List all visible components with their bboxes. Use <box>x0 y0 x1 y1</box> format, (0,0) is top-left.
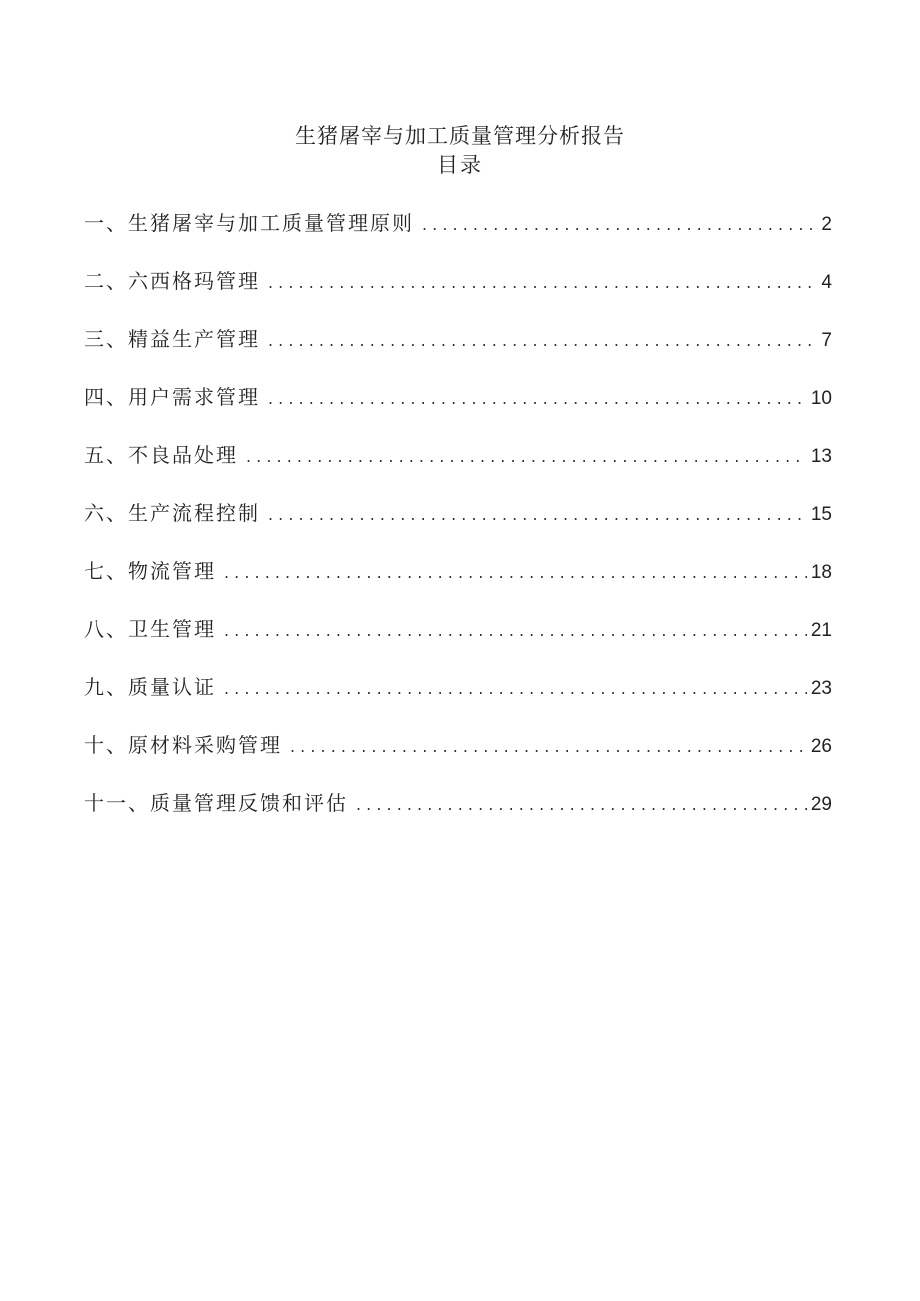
dot-leader <box>268 324 817 358</box>
toc-entry-page-number: 18 <box>810 562 832 583</box>
toc-entry-page-number: 4 <box>821 272 832 293</box>
toc-entry-5[interactable] <box>84 438 832 496</box>
toc-entry-4[interactable] <box>84 380 832 438</box>
dot-leader <box>268 382 807 416</box>
dot-leader <box>422 208 817 242</box>
toc-entry-page-number: 7 <box>821 330 832 351</box>
toc-entry-page-number: 29 <box>810 794 832 815</box>
dot-leader <box>268 498 807 532</box>
toc-entry-7[interactable] <box>84 554 832 612</box>
toc-entry-label: 四、用户需求管理 <box>84 385 260 409</box>
toc-entry-label: 六、生产流程控制 <box>84 501 260 525</box>
toc-entry-page-number: 26 <box>810 736 832 757</box>
toc-entry-label: 八、卫生管理 <box>84 617 216 641</box>
toc-entry-page-number: 10 <box>810 388 832 409</box>
toc-entry-page-number: 21 <box>810 620 832 641</box>
toc-entry-10[interactable] <box>84 728 832 786</box>
toc-entry-9[interactable] <box>84 670 832 728</box>
toc-heading: 目录 <box>437 153 483 177</box>
dot-leader <box>268 266 817 300</box>
dot-leader <box>224 672 807 706</box>
toc-entry-label: 一、生猪屠宰与加工质量管理原则 <box>84 211 414 235</box>
toc-entry-6[interactable] <box>84 496 832 554</box>
dot-leader <box>356 788 807 822</box>
table-of-contents <box>84 206 832 844</box>
document-title: 生猪屠宰与加工质量管理分析报告 <box>295 124 625 148</box>
toc-entry-page-number: 15 <box>810 504 832 525</box>
dot-leader <box>224 556 807 590</box>
toc-entry-3[interactable] <box>84 322 832 380</box>
dot-leader <box>246 440 807 474</box>
toc-entry-11[interactable] <box>84 786 832 844</box>
toc-entry-page-number: 23 <box>810 678 832 699</box>
toc-entry-label: 九、质量认证 <box>84 675 216 699</box>
toc-entry-1[interactable] <box>84 206 832 264</box>
toc-entry-page-number: 13 <box>810 446 832 467</box>
toc-entry-label: 五、不良品处理 <box>84 443 238 467</box>
dot-leader <box>224 614 807 648</box>
toc-entry-label: 十、原材料采购管理 <box>84 733 282 757</box>
toc-entry-label: 十一、质量管理反馈和评估 <box>84 791 348 815</box>
toc-entry-label: 二、六西格玛管理 <box>84 269 260 293</box>
toc-entry-8[interactable] <box>84 612 832 670</box>
toc-entry-label: 七、物流管理 <box>84 559 216 583</box>
toc-entry-2[interactable] <box>84 264 832 322</box>
toc-entry-label: 三、精益生产管理 <box>84 327 260 351</box>
dot-leader <box>290 730 807 764</box>
toc-entry-page-number: 2 <box>821 214 832 235</box>
